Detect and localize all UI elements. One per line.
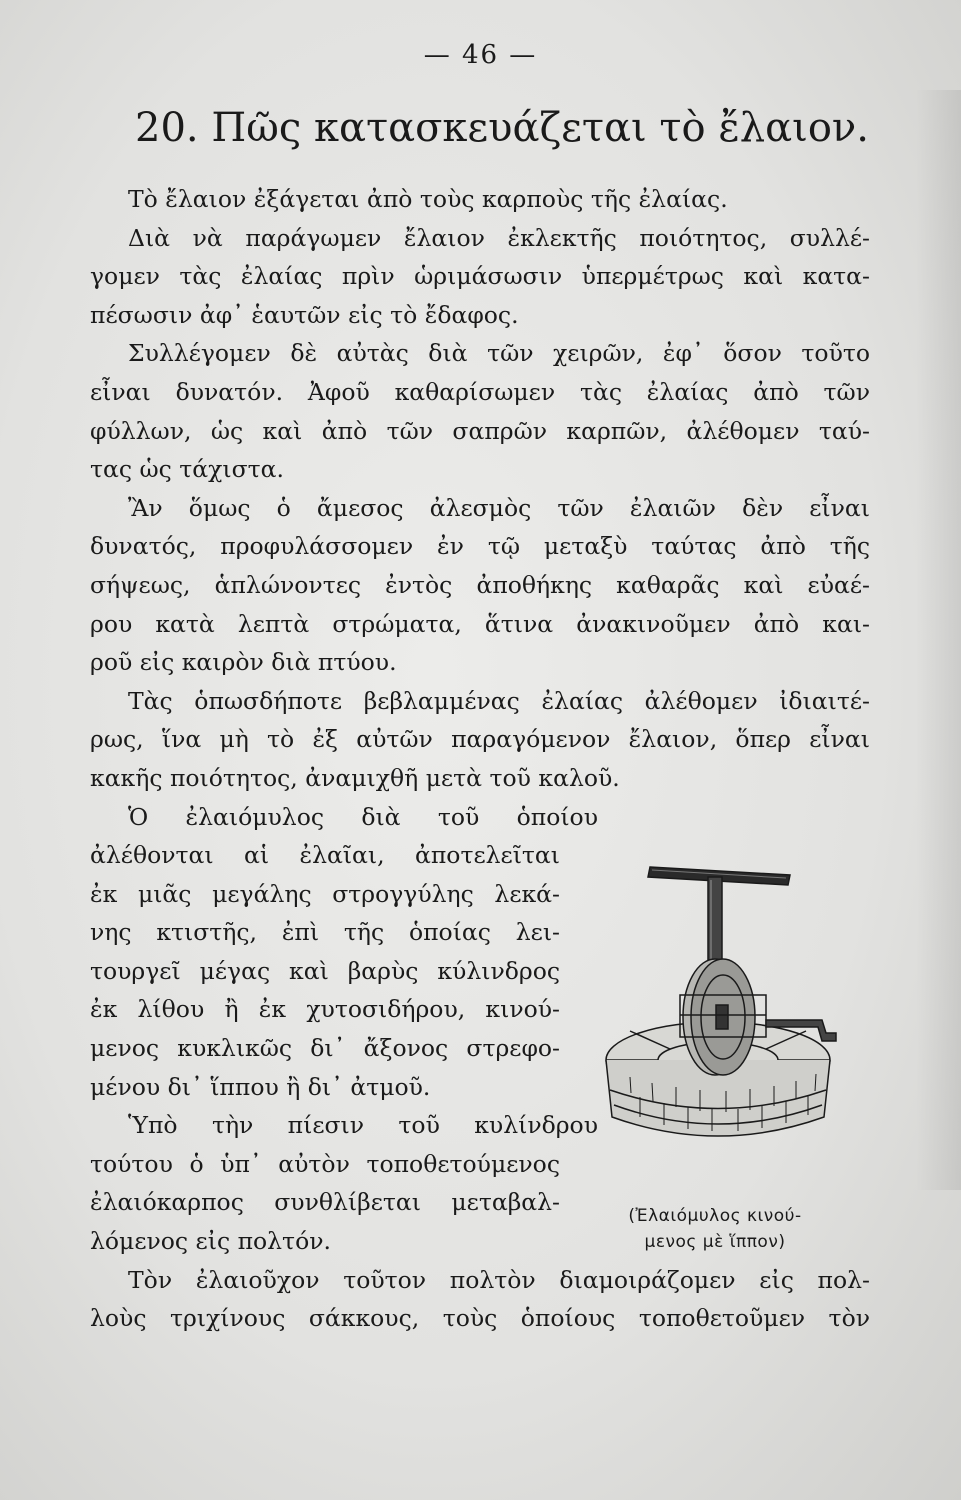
text-line: λοὺς τριχίνους σάκκους, τοὺς ὁποίους τοποθετοῦμεν τὸν: [90, 1304, 870, 1333]
chapter-title: 20. Πῶς κατασκευάζεται τὸ ἔλαιον.: [135, 105, 869, 151]
caption-line: (Ἐλαιόμυλος κινού-: [628, 1206, 802, 1226]
text-line: Ὁ ἐλαιόμυλος διὰ τοῦ ὁποίου: [128, 802, 598, 831]
page-edge-shadow: [916, 90, 961, 1190]
text-line: ρως, ἵνα μὴ τὸ ἐξ αὐτῶν παραγόμενον ἔλαιον, ὅπερ εἶναι: [90, 725, 870, 754]
text-line: ροῦ εἰς καιρὸν διὰ πτύου.: [90, 648, 397, 677]
text-line: Διὰ νὰ παράγωμεν ἔλαιον ἐκλεκτῆς ποιότητος, συλλέ-: [128, 223, 870, 252]
text-line: ἐκ μιᾶς μεγάλης στρογγύλης λεκά-: [90, 879, 560, 908]
text-line: Τὸ ἔλαιον ἐξάγεται ἀπὸ τοὺς καρποὺς τῆς ἐλαίας.: [128, 185, 728, 213]
text-line: νης κτιστῆς, ἐπὶ τῆς ὁποίας λει-: [90, 918, 560, 947]
text-line: δυνατός, προφυλάσσομεν ἐν τῷ μεταξὺ ταύτας ἀπὸ τῆς: [90, 532, 870, 561]
text-line: λόμενος εἰς πολτόν.: [90, 1227, 331, 1256]
text-line: ἐλαιόκαρπος συνθλίβεται μεταβαλ-: [90, 1188, 560, 1217]
text-line: εἶναι δυνατόν. Ἀφοῦ καθαρίσωμεν τὰς ἐλαίας ἀπὸ τῶν: [90, 377, 870, 406]
text-line: ρου κατὰ λεπτὰ στρώματα, ἅτινα ἀνακινοῦμεν ἀπὸ και-: [90, 609, 870, 638]
text-line: Τὰς ὁπωσδήποτε βεβλαμμένας ἐλαίας ἀλέθομεν ἰδιαιτέ-: [128, 686, 870, 715]
text-line: Ἂν ὅμως ὁ ἄμεσος ἀλεσμὸς τῶν ἐλαιῶν δὲν εἶναι: [128, 493, 870, 522]
text-line: γομεν τὰς ἐλαίας πρὶν ὡριμάσωσιν ὑπερμέτρως καὶ κατα-: [90, 262, 870, 291]
page-number: — 46 —: [423, 40, 538, 70]
caption-line: μενος μὲ ἵππον): [644, 1232, 786, 1252]
olive-mill-illustration: [590, 855, 850, 1165]
text-line: Ὑπὸ τὴν πίεσιν τοῦ κυλίνδρου: [128, 1111, 598, 1140]
text-line: Συλλέγομεν δὲ αὐτὰς διὰ τῶν χειρῶν, ἐφ᾽ ὅσον τοῦτο: [128, 339, 870, 368]
text-line: μενος κυκλικῶς δι᾽ ἄξονος στρεφο-: [90, 1034, 560, 1063]
text-line: πέσωσιν ἀφ᾽ ἑαυτῶν εἰς τὸ ἔδαφος.: [90, 300, 519, 329]
text-line: φύλλων, ὡς καὶ ἀπὸ τῶν σαπρῶν καρπῶν, ἀλέθομεν ταύ-: [90, 416, 870, 445]
text-line: σήψεως, ἁπλώνοντες ἐντὸς ἀποθήκης καθαρᾶς καὶ εὐαέ-: [90, 570, 870, 599]
text-line: τας ὡς τάχιστα.: [90, 455, 285, 484]
text-line: τουργεῖ μέγας καὶ βαρὺς κύλινδρος: [90, 956, 560, 985]
figure-caption: [585, 1203, 845, 1255]
text-line: τούτου ὁ ὑπ᾽ αὐτὸν τοποθετούμενος: [90, 1149, 560, 1178]
text-line: ἀλέθονται αἱ ἐλαῖαι, ἀποτελεῖται: [90, 841, 560, 870]
text-line: μένου δι᾽ ἵππου ἢ δι᾽ ἀτμοῦ.: [90, 1072, 431, 1101]
text-line: Τὸν ἐλαιοῦχον τοῦτον πολτὸν διαμοιράζομεν εἰς πολ-: [128, 1265, 870, 1294]
text-line: κακῆς ποιότητος, ἀναμιχθῆ μετὰ τοῦ καλοῦ.: [90, 763, 620, 792]
text-line: ἐκ λίθου ἢ ἐκ χυτοσιδήρου, κινού-: [90, 995, 560, 1024]
